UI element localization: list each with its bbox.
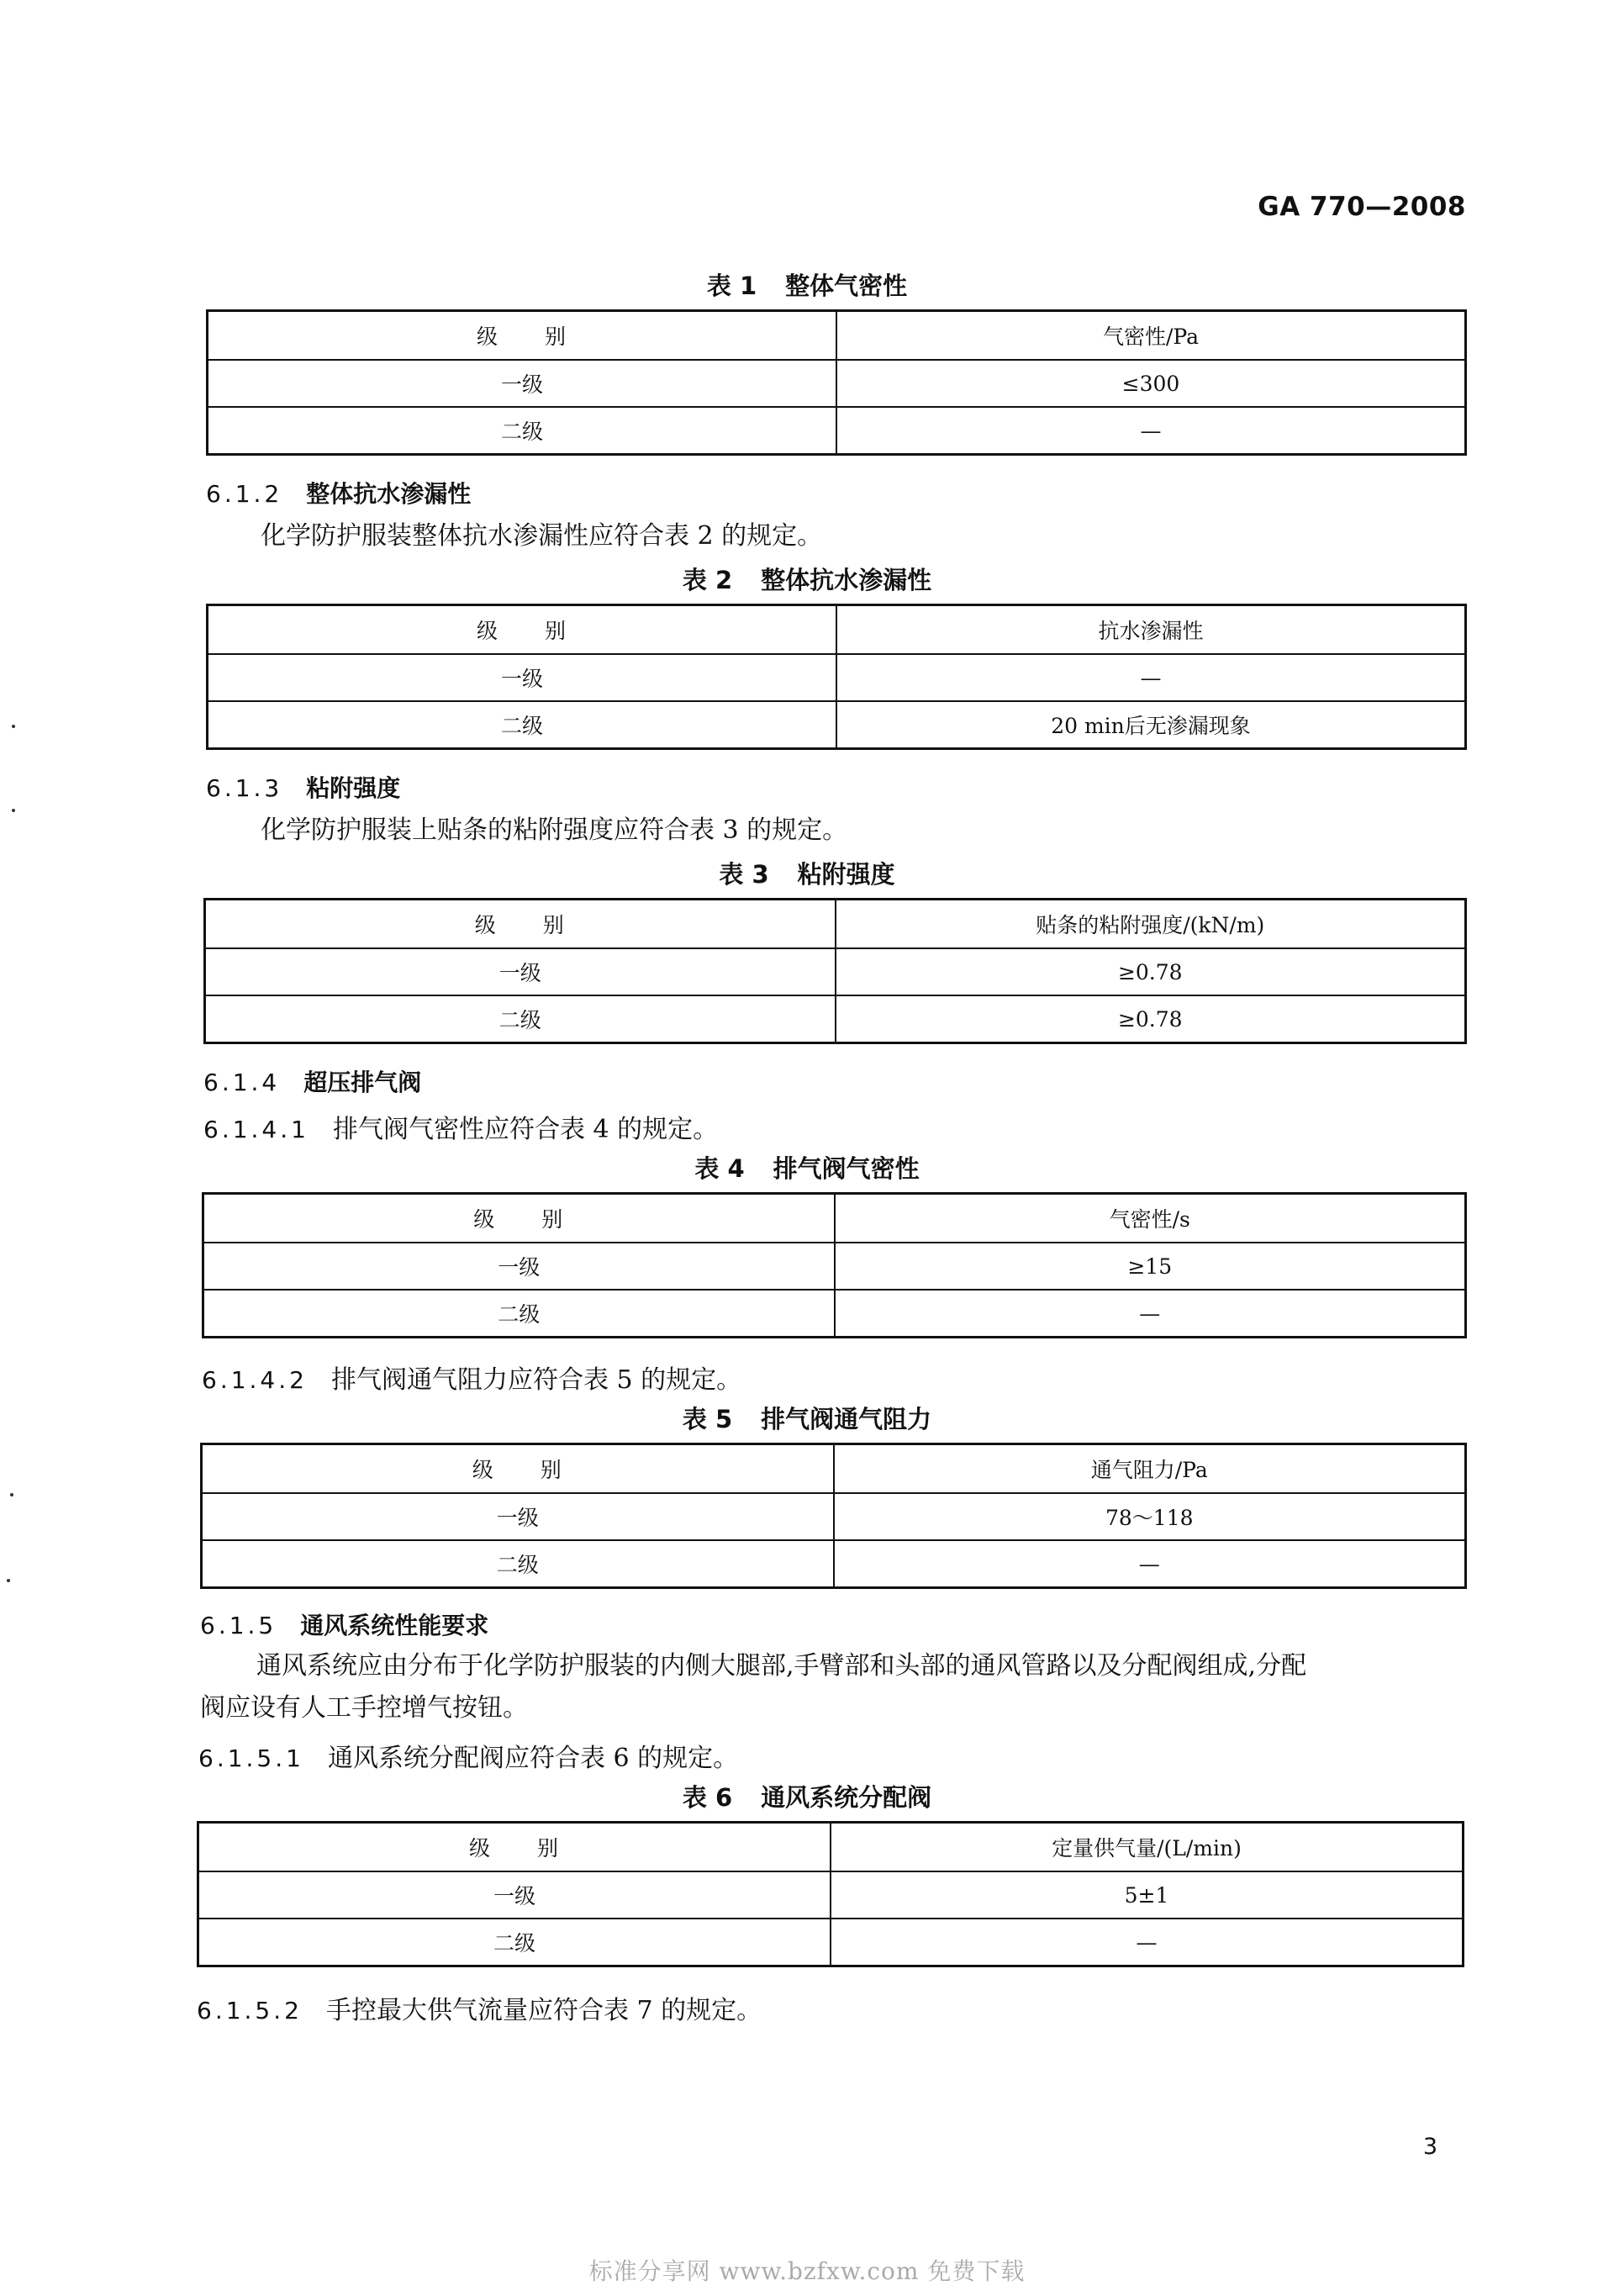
table-1	[206, 309, 1467, 456]
table-5	[200, 1443, 1467, 1589]
table-row	[198, 1871, 1464, 1919]
header-cell-value: 气密性/Pa	[836, 311, 1466, 361]
table-number: 表 2	[682, 566, 733, 594]
table-title: 排气阀通气阻力	[761, 1405, 932, 1433]
paragraph-line-1: 通风系统应由分布于化学防护服装的内侧大腿部,手臂部和头部的通风管路以及分配阀组成,分配	[256, 1651, 1307, 1681]
value-cell: ≥0.78	[836, 948, 1466, 995]
section-title: 整体抗水渗漏性	[306, 480, 472, 508]
section-6-1-4-1	[203, 1108, 718, 1145]
table-header-row	[203, 1194, 1466, 1243]
section-number: 6.1.4.1	[203, 1116, 309, 1143]
paragraph-line-2: 阀应设有人工手控增气按钮。	[200, 1693, 528, 1723]
table-header-row	[202, 1444, 1466, 1494]
section-6-1-5-1	[198, 1737, 738, 1774]
paragraph: 化学防护服装上贴条的粘附强度应符合表 3 的规定。	[261, 815, 848, 845]
table-2	[206, 604, 1467, 750]
table-title: 通风系统分配阀	[761, 1783, 932, 1812]
table-row	[208, 360, 1466, 407]
section-text: 通风系统分配阀应符合表 6 的规定。	[327, 1744, 739, 1773]
header-cell-value: 气密性/s	[835, 1194, 1466, 1243]
table-1-caption	[0, 267, 1614, 302]
header-cell-grade: 级 别	[202, 1444, 834, 1494]
paragraph: 化学防护服装整体抗水渗漏性应符合表 2 的规定。	[261, 521, 823, 551]
table-row	[208, 701, 1466, 749]
table-5-caption	[0, 1401, 1614, 1435]
table-4	[202, 1192, 1467, 1338]
table-header-row	[208, 605, 1466, 655]
table-row	[202, 1493, 1466, 1540]
section-number: 6.1.5	[200, 1612, 277, 1639]
value-cell: —	[831, 1919, 1464, 1966]
grade-cell: 一级	[203, 1243, 835, 1290]
scan-speck	[10, 1493, 13, 1496]
table-header-row	[205, 900, 1466, 949]
table-row	[203, 1290, 1466, 1338]
table-3-caption	[0, 856, 1614, 890]
section-text: 排气阀气密性应符合表 4 的规定。	[332, 1115, 719, 1144]
grade-cell: 二级	[205, 995, 836, 1043]
scan-speck	[12, 725, 15, 728]
section-heading-6-1-4	[203, 1064, 421, 1098]
table-header-row	[208, 311, 1466, 361]
table-row	[198, 1919, 1464, 1966]
section-text: 手控最大供气流量应符合表 7 的规定。	[325, 1996, 762, 2025]
table-row	[208, 407, 1466, 455]
value-cell: ≤300	[836, 360, 1466, 407]
table-row	[205, 995, 1466, 1043]
table-title: 排气阀气密性	[773, 1154, 920, 1183]
table-2-caption	[0, 562, 1614, 596]
table-4-caption	[0, 1150, 1614, 1185]
page-number: 3	[1422, 2134, 1437, 2160]
section-number: 6.1.4	[203, 1069, 281, 1096]
scan-speck	[7, 1579, 10, 1582]
value-cell: ≥0.78	[836, 995, 1466, 1043]
table-title: 整体气密性	[785, 272, 908, 300]
header-cell-value: 抗水渗漏性	[836, 605, 1466, 655]
table-title: 整体抗水渗漏性	[761, 566, 932, 594]
table-row	[205, 948, 1466, 995]
watermark-footer: 标准分享网 www.bzfxw.com 免费下载	[588, 2257, 1026, 2285]
header-cell-value: 通气阻力/Pa	[834, 1444, 1466, 1494]
value-cell: 78～118	[834, 1493, 1466, 1540]
value-cell: —	[836, 654, 1466, 701]
table-number: 表 4	[694, 1154, 745, 1183]
header-cell-grade: 级 别	[198, 1823, 831, 1872]
header-cell-grade: 级 别	[205, 900, 836, 949]
header-cell-grade: 级 别	[203, 1194, 835, 1243]
section-text: 排气阀通气阻力应符合表 5 的规定。	[330, 1365, 742, 1395]
scan-speck	[12, 809, 15, 812]
table-title: 粘附强度	[797, 860, 895, 889]
table-header-row	[198, 1823, 1464, 1872]
section-number: 6.1.5.1	[198, 1744, 304, 1772]
section-heading-6-1-3	[206, 770, 400, 804]
section-6-1-4-2	[202, 1359, 741, 1396]
section-title: 超压排气阀	[303, 1069, 422, 1096]
table-row	[203, 1243, 1466, 1290]
value-cell: —	[836, 407, 1466, 455]
section-number: 6.1.3	[206, 774, 283, 802]
value-cell: —	[835, 1290, 1466, 1338]
table-6	[197, 1821, 1464, 1967]
grade-cell: 二级	[208, 407, 837, 455]
header-cell-value: 贴条的粘附强度/(kN/m)	[836, 900, 1466, 949]
grade-cell: 一级	[202, 1493, 834, 1540]
value-cell: ≥15	[835, 1243, 1466, 1290]
grade-cell: 一级	[198, 1871, 831, 1919]
table-number: 表 5	[682, 1405, 733, 1433]
section-heading-6-1-5	[200, 1607, 488, 1641]
grade-cell: 二级	[203, 1290, 835, 1338]
table-number: 表 3	[719, 860, 769, 889]
value-cell: 5±1	[831, 1871, 1464, 1919]
section-number: 6.1.4.2	[202, 1366, 308, 1394]
table-row	[208, 654, 1466, 701]
section-title: 通风系统性能要求	[300, 1612, 489, 1639]
grade-cell: 二级	[198, 1919, 831, 1966]
grade-cell: 二级	[202, 1540, 834, 1588]
standard-code: GA 770—2008	[1258, 192, 1466, 222]
value-cell: 20 min后无渗漏现象	[836, 701, 1466, 749]
header-cell-grade: 级 别	[208, 311, 837, 361]
section-title: 粘附强度	[306, 774, 401, 802]
grade-cell: 一级	[208, 360, 837, 407]
header-cell-value: 定量供气量/(L/min)	[831, 1823, 1464, 1872]
table-number: 表 1	[706, 272, 757, 300]
section-heading-6-1-2	[206, 476, 471, 509]
table-6-caption	[0, 1779, 1614, 1813]
value-cell: —	[834, 1540, 1466, 1588]
grade-cell: 一级	[205, 948, 836, 995]
section-6-1-5-2	[197, 1989, 762, 2026]
table-row	[202, 1540, 1466, 1588]
grade-cell: 二级	[208, 701, 837, 749]
table-3	[203, 898, 1467, 1044]
section-number: 6.1.2	[206, 480, 283, 508]
header-cell-grade: 级 别	[208, 605, 837, 655]
table-number: 表 6	[682, 1783, 733, 1812]
grade-cell: 一级	[208, 654, 837, 701]
section-number: 6.1.5.2	[197, 1997, 303, 2024]
